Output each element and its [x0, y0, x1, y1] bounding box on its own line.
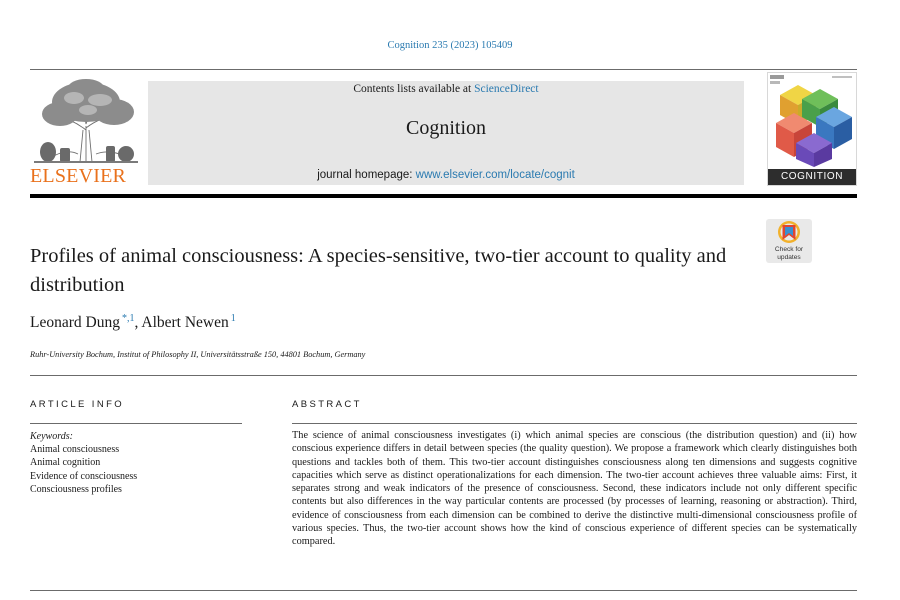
publisher-logo[interactable] [30, 78, 142, 186]
keyword-item: Animal cognition [30, 457, 101, 469]
journal-cover-cubes-icon [768, 73, 856, 169]
author-name[interactable]: Albert Newen [141, 314, 229, 331]
keyword-item: Consciousness profiles [30, 483, 122, 495]
elsevier-tree-icon [30, 78, 142, 164]
homepage-link[interactable]: www.elsevier.com/locate/cognit [415, 169, 575, 181]
contents-line [148, 83, 744, 95]
author-list [30, 313, 236, 332]
author-marks[interactable]: 1 [230, 313, 236, 324]
abstract-heading: ABSTRACT [292, 399, 362, 410]
abstract-bottom-rule [30, 590, 857, 591]
article-info-heading: ARTICLE INFO [30, 399, 125, 410]
publisher-wordmark: ELSEVIER [30, 165, 127, 187]
journal-masthead [148, 81, 744, 185]
affiliation-rule [30, 375, 857, 376]
article-info-rule [30, 423, 242, 424]
homepage-prefix: journal homepage: [317, 169, 416, 181]
header-top-rule [30, 69, 857, 70]
check-for-updates-label: Check for updates [774, 246, 804, 261]
keyword-item: Evidence of consciousness [30, 470, 138, 482]
check-for-updates-button[interactable] [766, 219, 812, 263]
contents-prefix: Contents lists available at [353, 83, 475, 95]
author-separator: , [134, 314, 142, 331]
journal-citation[interactable]: Cognition 235 (2023) 105409 [387, 40, 513, 51]
abstract-text: The science of animal consciousness investigates (i) which animal species are conscious (the distribution question) and (ii) how conscious experience differs in detail between species (the quality question). We propose a framework which clearly distinguishes both questions and tackles both of them. This two-tier account distinguishes consciousness along ten dimensions and suggests cognitive capacities which serve as distinct operationalizations for each dimension. The two-tier account achieves three valuable aims: First, it separates strong and weak indicators of the presence of consciousness. Second, these indicators include not only different specific contents but also differences in the way particular contents are processed (by processes of learning, reasoning or abstraction). Third, evidence of consciousness from each dimension can be combined to derive the distinctive multi-dimensional consciousness profile of various species. Thus, the two-tier account shows how the kind of conscious experience of different species can be systematically compared. [292, 430, 857, 548]
author-affiliation: Ruhr-University Bochum, Institut of Philosophy II, Universitätsstraße 150, 44801 Bochum, Germany [30, 350, 366, 359]
author-name[interactable]: Leonard Dung [30, 314, 120, 331]
article-title: Profiles of animal consciousness: A species-sensitive, two-tier account to quality and distribution [30, 245, 727, 296]
keyword-item: Animal consciousness [30, 444, 120, 456]
abstract-rule [292, 423, 857, 424]
keywords-label: Keywords: [30, 431, 73, 442]
author-marks[interactable]: *,1 [121, 313, 135, 324]
crossmark-icon [766, 219, 812, 247]
journal-name: Cognition [405, 117, 486, 139]
masthead-bottom-rule [30, 194, 857, 198]
cover-title: COGNITION [780, 171, 844, 182]
sciencedirect-link[interactable]: ScienceDirect [474, 83, 539, 95]
keywords-list [30, 443, 242, 496]
homepage-line [148, 169, 744, 181]
keywords-section [30, 430, 242, 496]
journal-cover[interactable] [767, 72, 857, 186]
